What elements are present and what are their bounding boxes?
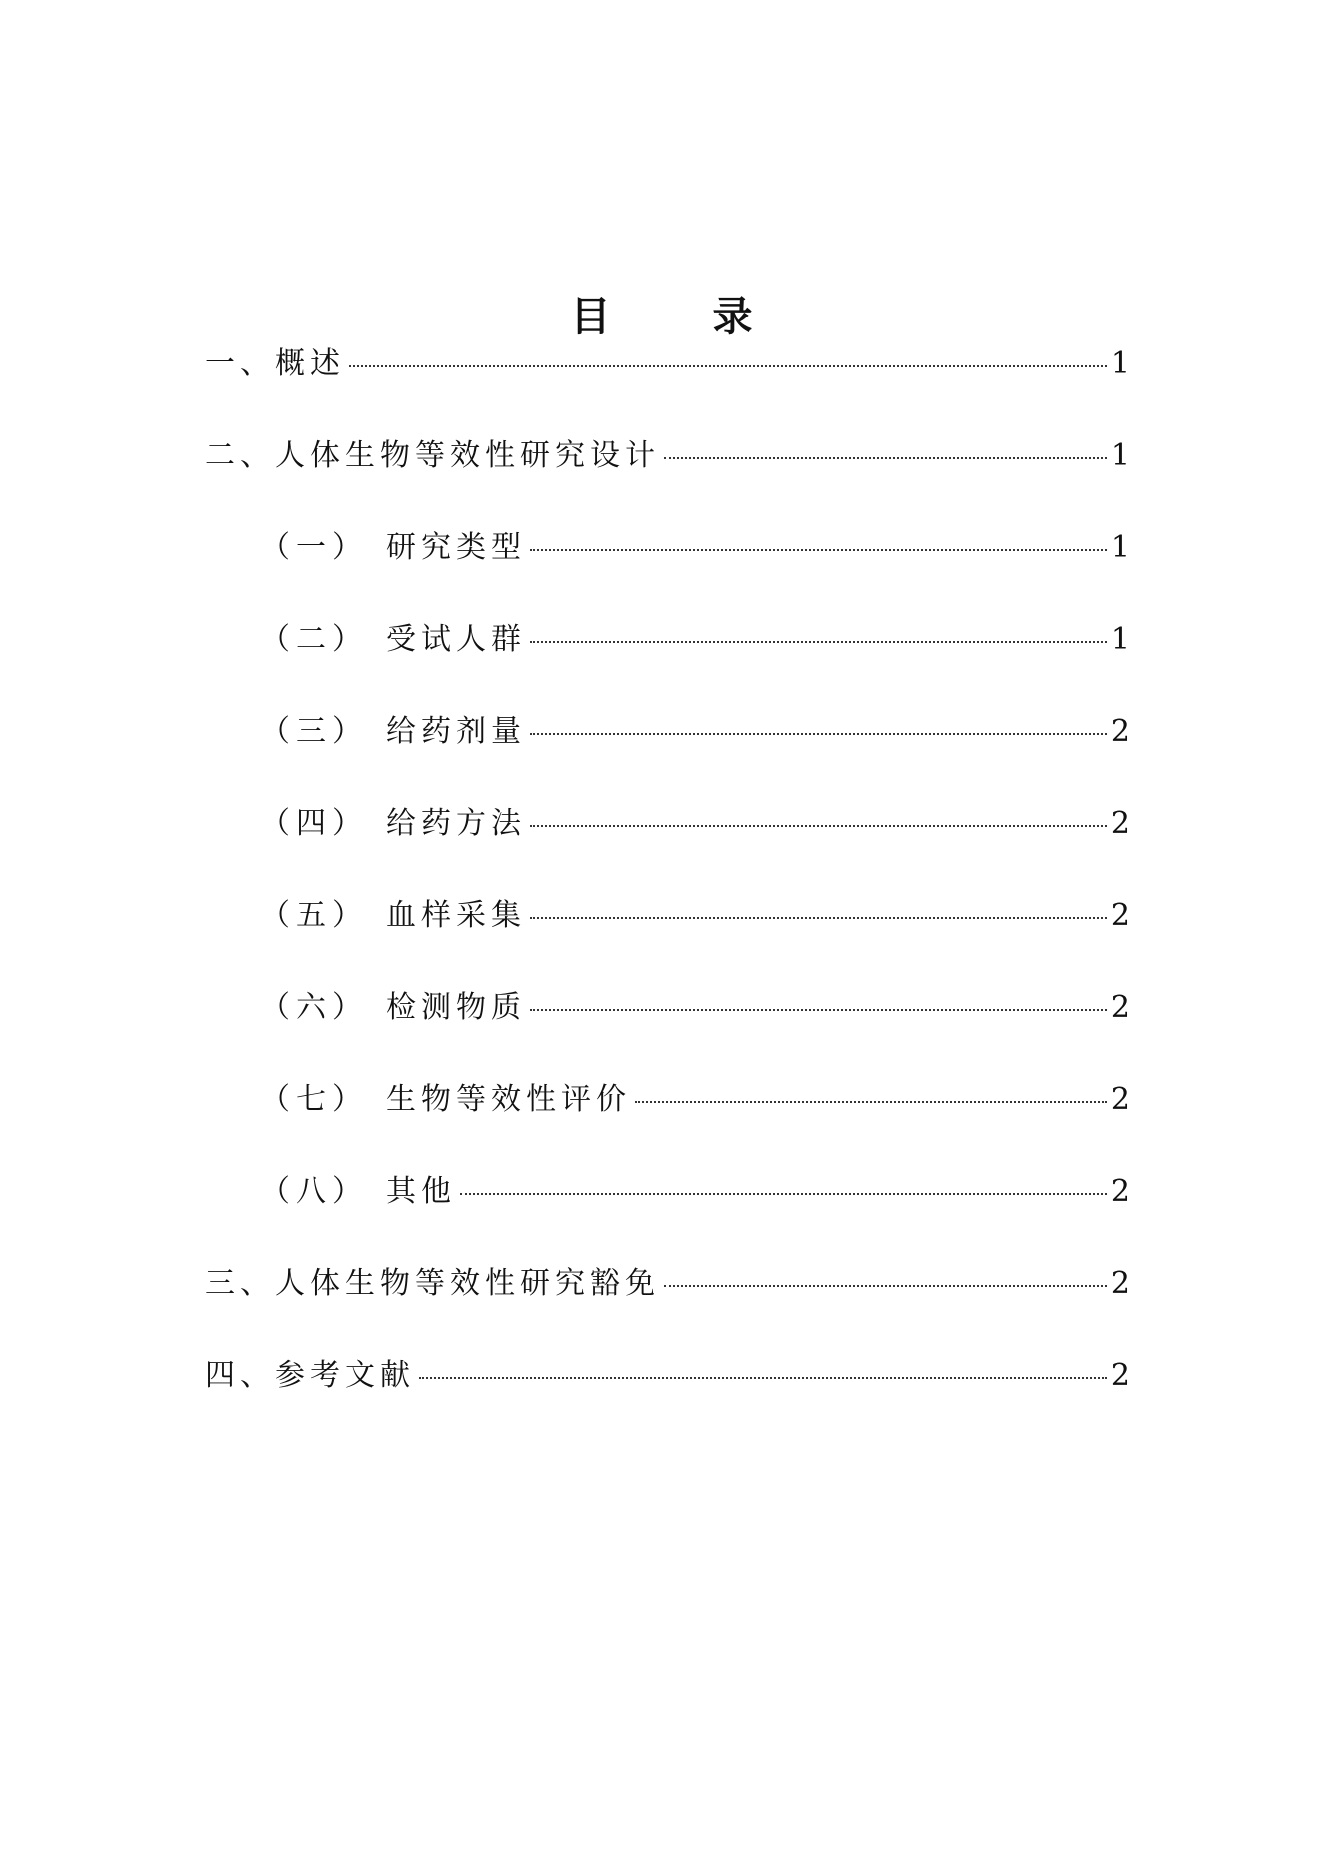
toc-entry-label [260,518,526,578]
toc-dot-leader [530,733,1107,735]
toc-entry-be-waiver[interactable] [205,1254,1130,1346]
toc-entry-be-evaluation[interactable] [205,1070,1130,1162]
toc-dot-leader [530,641,1107,643]
toc-page-number: 2 [1110,806,1130,841]
toc-entry-label [260,794,526,854]
toc-entry-overview[interactable] [205,334,1130,426]
toc-entry-label: 二、人体生物等效性研究设计 [205,438,660,473]
toc-page-number: 2 [1110,1082,1130,1117]
toc-page-number: 2 [1110,990,1130,1025]
toc-entry-text: 血样采集 [386,898,526,933]
toc-entry-number: （二） [260,622,368,657]
toc-entry-label [260,978,526,1038]
toc-entry-label [260,610,526,670]
toc-page-number: 1 [1110,622,1130,657]
toc-dot-leader [530,549,1107,551]
toc-dot-leader [664,457,1107,459]
toc-entry-number: （一） [260,530,368,565]
toc-entry-number: （四） [260,806,368,841]
toc-entry-label [260,1162,456,1222]
toc-entry-label: 四、参考文献 [205,1358,415,1393]
toc-page-number: 1 [1110,530,1130,565]
toc-entry-number: （五） [260,898,368,933]
toc-entry-other[interactable] [205,1162,1130,1254]
toc-entry-number: （六） [260,990,368,1025]
toc-dot-leader [349,365,1107,367]
toc-entry-text: 给药方法 [386,806,526,841]
toc-title: 目 录 [570,292,797,340]
toc-dot-leader [419,1377,1107,1379]
toc-entry-analytes[interactable] [205,978,1130,1070]
toc-page-number: 1 [1110,438,1130,473]
toc-entry-text: 生物等效性评价 [386,1082,631,1117]
toc-page-number: 2 [1110,714,1130,749]
toc-entry-text: 其他 [386,1174,456,1209]
toc-dot-leader [664,1285,1107,1287]
toc-entry-number: （三） [260,714,368,749]
toc-entry-be-study-design[interactable] [205,426,1130,518]
toc-entry-text: 检测物质 [386,990,526,1025]
toc-page-number: 1 [1110,346,1130,381]
toc-entry-dose[interactable] [205,702,1130,794]
toc-entry-text: 研究类型 [386,530,526,565]
toc-entry-label [260,1070,631,1130]
toc-entry-subjects[interactable] [205,610,1130,702]
toc-entry-text: 受试人群 [386,622,526,657]
toc-entry-references[interactable] [205,1346,1130,1438]
toc-list [205,334,1130,1438]
toc-dot-leader [530,1009,1107,1011]
toc-page-number: 2 [1110,1266,1130,1301]
toc-entry-blood-sampling[interactable] [205,886,1130,978]
toc-dot-leader [530,825,1107,827]
toc-dot-leader [460,1193,1107,1195]
toc-entry-administration[interactable] [205,794,1130,886]
toc-dot-leader [530,917,1107,919]
toc-entry-study-type[interactable] [205,518,1130,610]
toc-page-number: 2 [1110,1174,1130,1209]
toc-page-number: 2 [1110,898,1130,933]
toc-entry-label: 一、概述 [205,346,345,381]
toc-entry-label [260,886,526,946]
toc-entry-label: 三、人体生物等效性研究豁免 [205,1266,660,1301]
toc-entry-number: （八） [260,1174,368,1209]
toc-entry-label [260,702,526,762]
toc-page-number: 2 [1110,1358,1130,1393]
toc-entry-text: 给药剂量 [386,714,526,749]
toc-entry-number: （七） [260,1082,368,1117]
toc-dot-leader [635,1101,1107,1103]
